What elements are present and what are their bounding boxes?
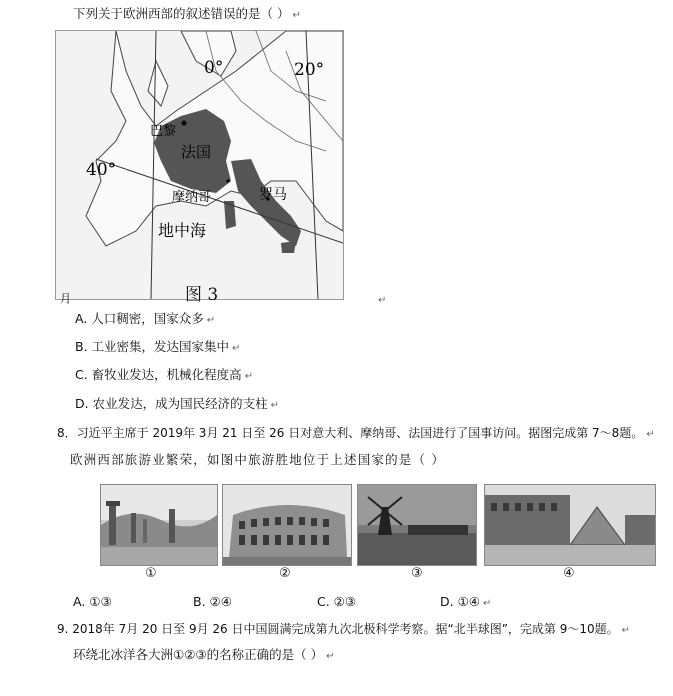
europe-map xyxy=(56,31,343,299)
q8-stem-line1: 8．习近平主席于 2019年 3月 21 日至 26 日对意大利、摩纳哥、法国进行了国事访问。据图完成第 7～8题。 ↵ xyxy=(57,426,655,440)
photo-4 xyxy=(484,484,656,566)
q8-option-c: C. ②③ xyxy=(317,594,357,609)
photo-label-2: ② xyxy=(279,566,291,581)
label-lon20: 20° xyxy=(294,60,325,80)
label-rome: 罗马 xyxy=(259,187,287,203)
photo-label-3: ③ xyxy=(411,566,423,581)
q8-option-b: B. ②④ xyxy=(193,594,232,609)
photo-3 xyxy=(357,484,477,566)
photo-1 xyxy=(100,484,218,566)
photo-2 xyxy=(222,484,352,566)
q8-option-a: A. ①③ xyxy=(73,594,112,609)
q7-option-a: A. 人口稠密，国家众多 ↵ xyxy=(75,311,216,326)
q9-stem-line2: 环绕北冰洋各大洲①②③的名称正确的是（ ） ↵ xyxy=(73,647,335,662)
label-monaco: 摩纳哥 xyxy=(172,190,212,205)
europe-map-figure xyxy=(55,30,344,300)
label-lat40: 40° xyxy=(86,160,117,180)
q7-option-d: D. 农业发达，成为国民经济的支柱 ↵ xyxy=(75,396,279,411)
label-france: 法国 xyxy=(181,143,212,161)
q8-stem-line2: 欧洲西部旅游业繁荣，如图中旅游胜地位于上述国家的是（ ） xyxy=(70,452,446,467)
label-lon0: 0° xyxy=(204,58,224,78)
label-paris: 巴黎 xyxy=(150,124,177,139)
photo-label-4: ④ xyxy=(563,566,575,581)
figure-caption: 图 3 xyxy=(185,285,219,305)
q7-option-b: B. 工业密集，发达国家集中 ↵ xyxy=(75,339,241,354)
label-mediterranean: 地中海 xyxy=(158,221,207,240)
q7-option-c: C. 畜牧业发达，机械化程度高 ↵ xyxy=(75,367,254,382)
return-mark: ↵ xyxy=(378,295,387,306)
q7-stem: 下列关于欧洲西部的叙述错误的是（ ） ↵ xyxy=(73,6,301,21)
photo-label-1: ① xyxy=(145,566,157,581)
stray-mark: 月 xyxy=(60,292,71,305)
q8-option-d: D. ①④ ↵ xyxy=(440,594,492,609)
q9-stem-line1: 9. 2018年 7月 20 日至 9月 26 日中国圆满完成第九次北极科学考察。据“北半球图”，完成第 9～10题。 ↵ xyxy=(57,622,631,636)
